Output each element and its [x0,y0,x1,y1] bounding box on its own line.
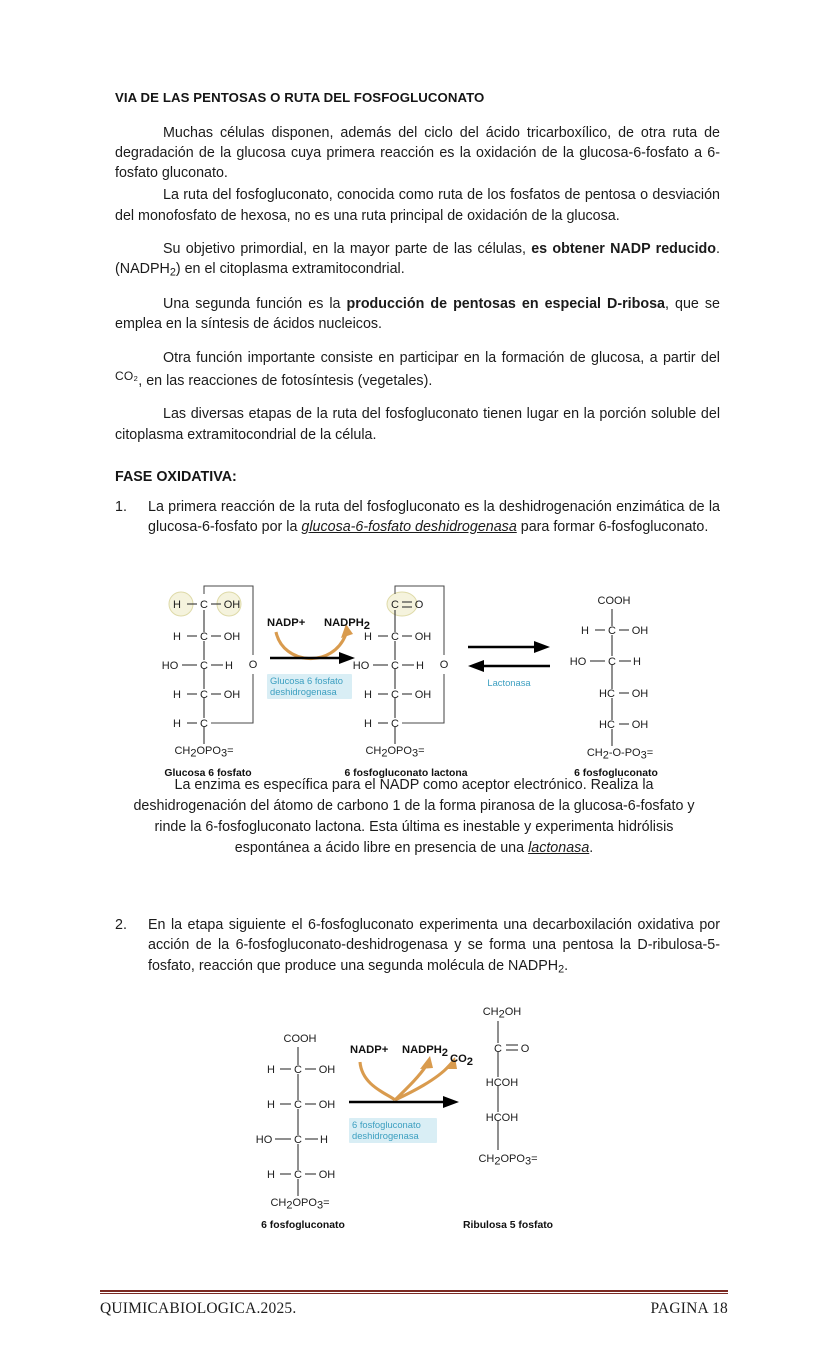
atom-label: HO [352,660,370,672]
atom-label: C [494,1043,502,1055]
atom-label: C [294,1169,302,1181]
molecule-caption: 6 fosfogluconato [261,1220,345,1231]
atom-label: C [294,1099,302,1111]
document-body [115,90,720,542]
forward-arrowhead [534,641,550,653]
atom-label: C [391,660,399,672]
atom-label: C [391,718,399,730]
atom-label: C [294,1134,302,1146]
atom-label: H [267,1064,275,1076]
reverse-arrowhead [468,660,484,672]
atom-label: OH [223,631,241,643]
ring-oxygen-label: O [248,659,258,671]
atom-label: O [520,1043,530,1055]
page-title: VIA DE LAS PENTOSAS O RUTA DEL FOSFOGLUCONATO [115,90,485,105]
atom-label: C [294,1064,302,1076]
atom-label: H [364,689,372,701]
list-item-1-text-b: para formar 6-fosfogluconato. [516,519,709,536]
atom-label: HCOH [485,1077,519,1089]
reaction-2-arrow-group [468,641,550,688]
hydroxymethyl-group-label: CH2OH [482,1006,522,1021]
cofactor-curve-arrow [276,632,346,659]
atom-label: C [200,718,208,730]
list-item-1-enzyme: glucosa-6-fosfato deshidrogenasa [301,519,517,536]
figure-1-description-text-b: . [589,839,594,856]
reaction-1-arrow-group [267,617,370,699]
phosphate-group-label: CH2OPO3= [365,745,425,760]
molecule-glucosa-6-fosfato [162,586,258,779]
figure-1-description-text-a: La enzima es específica para el NADP como aceptor electrónico. Realiza la deshidrogenación del átomo de carbono 1 de la forma piranosa de la glucosa-6-fosfato y rinde la 6-fosfogluconato lactona. Esta última es inestable y experimenta hidrólisis espontánea a ácido libre en presencia de una [133,777,695,856]
atom-label: OH [223,689,241,701]
paragraph-1: Muchas células disponen, además del ciclo del ácido tricarboxílico, de otra ruta de degradación de la glucosa cuya primera reacción es la oxidación de la glucosa-6-fosfato a 6-fosfato gluconato. [115,124,720,182]
paragraph-3-text-c: ) en el citoplasma extramitocondrial. [175,261,405,278]
atom-label: H [320,1134,328,1146]
paragraph-3-text-a: Su objetivo primordial, en la mayor parte de las células, [163,240,532,257]
footer-page-number: PAGINA 18 [650,1300,728,1317]
phosphate-group-label: CH2OPO3= [270,1197,330,1212]
atom-label: H [364,631,372,643]
paragraph-5 [115,348,720,392]
molecule-ribulosa-5-fosfato [463,1006,553,1231]
list-item-1-number: 1. [115,498,127,515]
paragraph-3-subscript: 2 [169,266,176,279]
atom-label: C [200,631,208,643]
list-item-1 [115,497,720,538]
list-item-2 [115,915,720,977]
list-item-1-text-a: La primera reacción de la ruta del fosfogluconato es la deshidrogenación enzimática de la glucosa-6-fosfato por la [148,498,720,536]
cofactor-out-label: NADPH2 [324,617,371,632]
atom-label: C [200,660,208,672]
figure-1-pentose-pathway-step1 [150,562,690,784]
figure-1-description-block [0,775,828,858]
atom-label: H [267,1169,275,1181]
paragraph-3: Su objetivo primordial, en la mayor parte de las células, es obtener NADP reducido. $(NADPH_2)$ en el citoplasma extramitocondrial. [115,240,720,279]
reaction-arrow-group [349,1044,473,1143]
atom-label: OH [631,688,649,700]
atom-label: H [267,1099,275,1111]
molecule-6-fosfogluconato [570,595,658,779]
atom-label: OH [631,719,649,731]
atom-label: HCOH [485,1112,519,1124]
list-item-2-subscript: 2 [558,962,565,975]
atom-label: HO [255,1134,273,1146]
cofactor-out-arrowhead [420,1056,433,1069]
cofactor-in-curve [360,1062,395,1100]
figure-1-description [0,775,828,858]
paragraph-4-text-b: , que se emplea en la síntesis de ácidos nucleicos. [115,296,720,333]
enzyme-label-line2: deshidrogenasa [352,1130,419,1141]
reaction-arrowhead [443,1096,459,1108]
paragraph-3-bold: es obtener NADP reducido [531,240,717,257]
atom-label: H [364,718,372,730]
carboxyl-group-label: COOH [283,1033,317,1045]
atom-label: H [173,599,181,611]
phosphate-group-label: CH2OPO3= [478,1153,538,1168]
atom-label: C [391,689,399,701]
atom-label: C [200,689,208,701]
enzyme-label-line1: Glucosa 6 fosfato [270,675,343,686]
figure-1-description-enzyme: lactonasa [528,839,590,856]
paragraph-4-bold: producción de pentosas en especial D-ribosa [346,296,666,313]
footer-left-text: QUIMICABIOLOGICA.2025. [100,1300,297,1317]
co2-label: CO2 [450,1053,474,1068]
paragraph-2: La ruta del fosfogluconato, conocida como ruta de los fosfatos de pentosa o desviación del monofosfato de hexosa, no es una ruta principal de oxidación de la glucosa. [115,187,720,224]
atom-label: HC [599,688,615,700]
molecule-caption: Ribulosa 5 fosfato [462,1220,554,1231]
cofactor-out-label: NADPH2 [402,1044,449,1059]
atom-label: HC [599,719,615,731]
list-item-2-block [115,915,720,981]
paragraph-4 [115,294,720,335]
atom-label: C [608,625,616,637]
molecule-caption: 6 fosfogluconato lactona [344,768,468,779]
atom-label: OH [631,625,649,637]
list-item-2-number: 2. [115,917,127,933]
page-footer [100,1300,728,1318]
paragraph-6: Las diversas etapas de la ruta del fosfogluconato tienen lugar en la porción soluble del citoplasma extramitocondrial de la célula. [115,406,720,443]
atom-label: OH [223,599,241,611]
atom-label: HO [569,656,587,668]
atom-label: OH [414,631,432,643]
cofactor-in-label: NADP+ [267,617,306,629]
cofactor-out-curve [395,1066,426,1100]
phosphate-group-label: CH2OPO3= [174,745,234,760]
footer-divider [100,1290,728,1294]
paragraph-5-text-b: , en las reacciones de fotosíntesis (vegetales). [138,373,433,390]
atom-label: H [633,656,641,668]
paragraph-5-co2: CO₂ [115,369,139,383]
atom-label: C [391,631,399,643]
ring-oxygen-label: O [439,659,449,671]
atom-label: OH [318,1169,336,1181]
atom-label: OH [318,1064,336,1076]
atom-label: H [173,718,181,730]
enzyme-label-lactonasa: Lactonasa [487,677,531,688]
atom-label: H [581,625,589,637]
molecule-6-fosfogluconato [256,1033,345,1231]
molecule-6-fosfogluconato-lactona [345,586,468,779]
molecule-caption: Glucosa 6 fosfato [164,768,252,779]
atom-label: H [416,660,424,672]
paragraph-4-text-a: Una segunda función es la [163,296,347,313]
atom-label: OH [318,1099,336,1111]
paragraph-5-text-a: Otra función importante consiste en participar en la formación de glucosa, a partir del [163,349,720,366]
atom-label: C [391,599,399,611]
cofactor-in-label: NADP+ [350,1044,389,1056]
section-title-fase-oxidativa: FASE OXIDATIVA: [115,468,237,485]
paragraph-3-text-b: (NADPH [115,261,170,278]
enzyme-label-line2: deshidrogenasa [270,686,337,697]
molecule-caption: 6 fosfogluconato [574,768,658,779]
figure-2-pentose-pathway-step2 [250,990,590,1238]
atom-label: C [608,656,616,668]
atom-label: H [225,660,233,672]
list-item-2-text-a: En la etapa siguiente el 6-fosfogluconato experimenta una decarboxilación oxidativa por acción de la 6-fosfogluconato-deshidrogenasa y se forma una pentosa la D-ribulosa-5-fosfato, reacción que produce una segunda molécula de NADPH [148,917,720,974]
atom-label: C [200,599,208,611]
carboxyl-group-label: COOH [597,595,631,607]
phosphate-group-label: CH2-O-PO3= [586,747,654,762]
list-item-2-text-b: . [564,957,569,974]
atom-label: H [173,631,181,643]
atom-label: HO [161,660,179,672]
atom-label: O [414,599,424,611]
enzyme-label-line1: 6 fosfogluconato [352,1119,421,1130]
atom-label: H [173,689,181,701]
atom-label: OH [414,689,432,701]
